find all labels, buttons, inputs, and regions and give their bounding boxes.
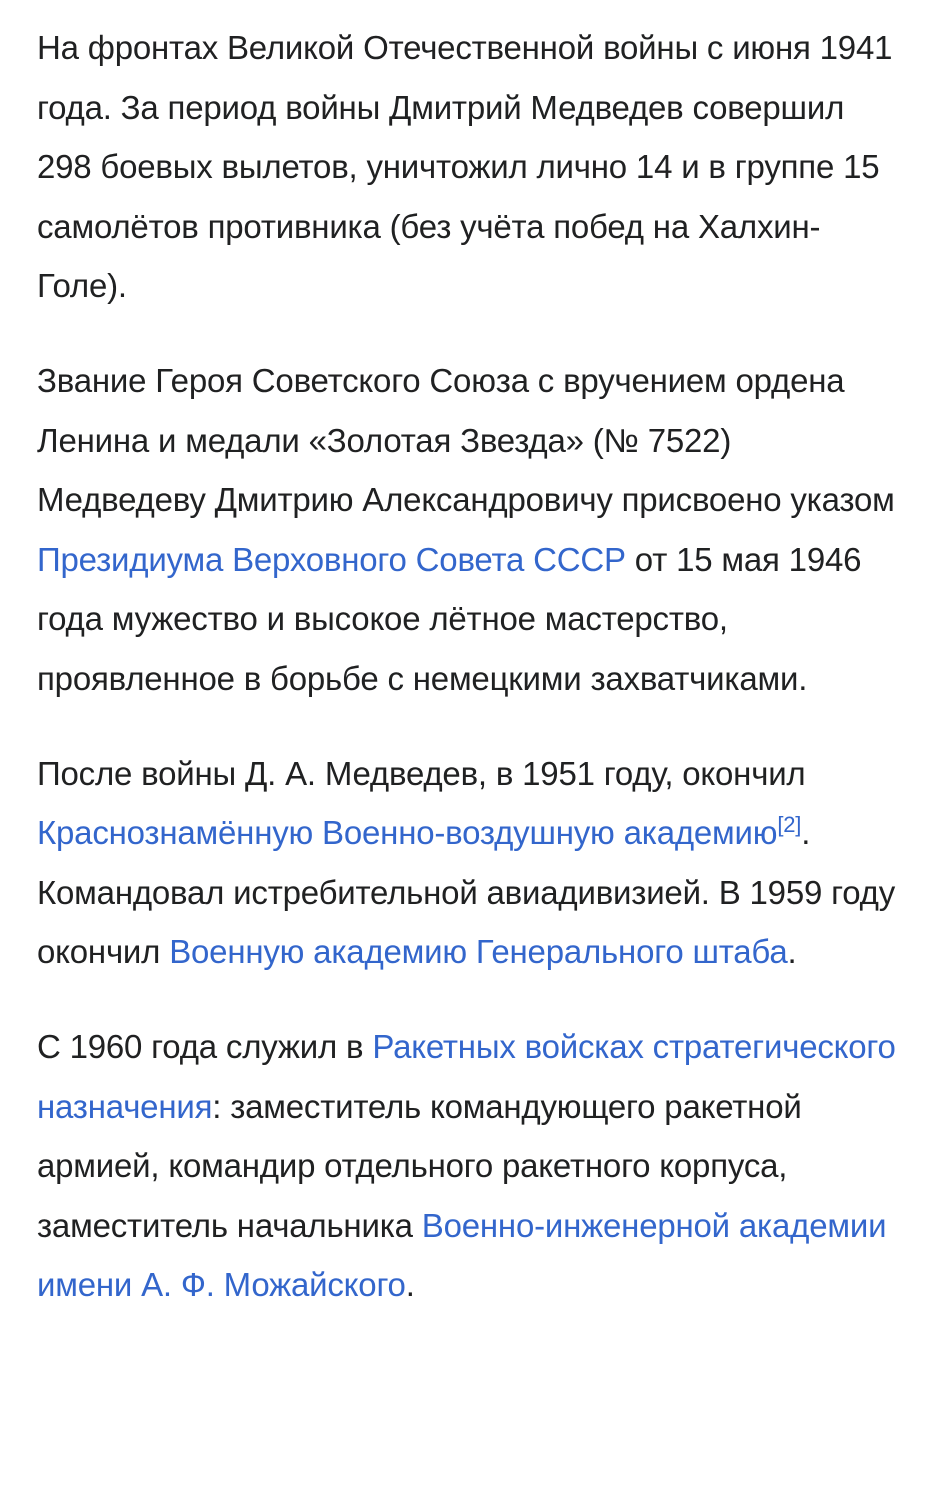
paragraph-hero-title	[37, 351, 907, 709]
link-mozhaysky-academy[interactable]: Военно-инженерной академии имени А. Ф. Можайского	[37, 1206, 887, 1304]
paragraph-text: С 1960 года служил в	[37, 1027, 373, 1065]
link-general-staff-academy[interactable]: Военную академию Генерального штаба	[169, 933, 788, 971]
paragraph-wartime-service	[37, 18, 907, 316]
link-air-force-academy[interactable]: Краснознамённую Военно-воздушную академию	[37, 814, 778, 852]
link-presidium-supreme-soviet[interactable]: Президиума Верховного Совета СССР	[37, 540, 626, 578]
paragraph-text: : заместитель командующего ракетной армией, командир отдельного ракетного корпуса, заместитель начальника	[37, 1087, 802, 1244]
link-strategic-rocket-forces[interactable]: Ракетных войсках стратегического назначения	[37, 1027, 896, 1125]
reference-link-2[interactable]: [2]	[777, 812, 802, 838]
paragraph-text: .	[787, 933, 797, 971]
reference-superscript	[777, 812, 801, 837]
paragraph-text: На фронтах Великой Отечественной войны с июня 1941 года. За период войны Дмитрий Медведев совершил 298 боевых вылетов, уничтожил лично 14 и в группе 15 самолётов противника (без учёта побед на Халхин-Голе).	[37, 29, 893, 305]
paragraph-text: от 15 мая 1946 года мужество и высокое лётное мастерство, проявленное в борьбе с немецкими захватчиками.	[37, 540, 862, 697]
paragraph-text: После войны Д. А. Медведев, в 1951 году, окончил	[37, 754, 806, 792]
article-body	[37, 18, 907, 1315]
paragraph-strategic-rocket-forces	[37, 1017, 907, 1315]
paragraph-postwar-education	[37, 744, 907, 982]
paragraph-text: Звание Героя Советского Союза с вручением ордена Ленина и медали «Золотая Звезда» (№ 7522) Медведеву Дмитрию Александровичу присвоено указом	[37, 361, 895, 519]
paragraph-text: . Командовал истребительной авиадивизией. В 1959 году окончил	[37, 814, 895, 971]
paragraph-text: .	[405, 1266, 415, 1304]
